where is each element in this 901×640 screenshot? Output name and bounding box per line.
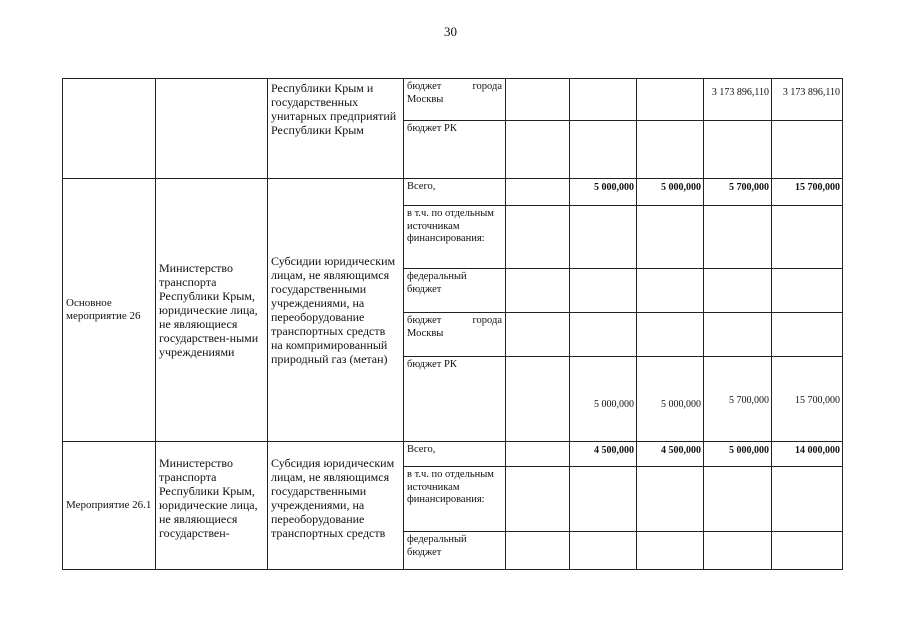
value-cell <box>704 467 772 532</box>
source-line: бюджет города <box>407 315 502 326</box>
value-cell <box>772 206 843 269</box>
value-cell <box>506 179 570 206</box>
value-cell <box>506 269 570 313</box>
value-cell <box>570 79 637 121</box>
source-line: Москвы <box>407 327 444 339</box>
value-cell <box>704 532 772 570</box>
value-cell: 5 700,000 <box>704 179 772 206</box>
source-cell: бюджет РК <box>404 121 506 179</box>
title-cell <box>63 79 156 179</box>
title-cell: Основное мероприятие 26 <box>63 179 156 442</box>
source-cell: Всего, <box>404 442 506 467</box>
title-cell: Мероприятие 26.1 <box>63 442 156 570</box>
value-cell: 5 000,000 <box>637 179 704 206</box>
executor-cell: Республики Крым и государственных унитарных предприятий Республики Крым <box>268 79 404 179</box>
value-cell: 3 173 896,110 <box>704 79 772 121</box>
table-row <box>63 442 843 467</box>
budget-table <box>62 78 843 570</box>
table-row <box>63 179 843 206</box>
value-cell: 5 700,000 <box>704 357 772 442</box>
value-cell <box>570 206 637 269</box>
value-cell <box>506 532 570 570</box>
value-cell <box>506 442 570 467</box>
value-cell: 14 000,000 <box>772 442 843 467</box>
value-cell <box>704 269 772 313</box>
value-cell: 15 700,000 <box>772 179 843 206</box>
value-cell <box>772 313 843 357</box>
value-cell: 5 000,000 <box>704 442 772 467</box>
responsible-cell: Министерство транспорта Республики Крым, юридические лица, не являющиеся государствен- <box>156 442 268 570</box>
source-cell: в т.ч. по отдельным источникам финансирования: <box>404 206 506 269</box>
value-cell <box>637 121 704 179</box>
value-cell: 15 700,000 <box>772 357 843 442</box>
value-cell <box>637 313 704 357</box>
value-cell <box>637 206 704 269</box>
value-cell <box>704 313 772 357</box>
source-cell: в т.ч. по отдельным источникам финансирования: <box>404 467 506 532</box>
value-cell <box>637 79 704 121</box>
source-cell <box>404 79 506 121</box>
value-cell <box>570 532 637 570</box>
value-cell <box>637 269 704 313</box>
value-cell <box>637 532 704 570</box>
value-cell <box>506 79 570 121</box>
source-cell: федеральный бюджет <box>404 269 506 313</box>
value-cell <box>772 121 843 179</box>
description-cell: Субсидии юридическим лицам, не являющимся государственными учреждениями, на переоборудование транспортных средств на компримированный природный газ (метан) <box>268 179 404 442</box>
description-cell: Субсидия юридическим лицам, не являющимся государственными учреждениями, на переоборудование транспортных средств <box>268 442 404 570</box>
value-cell <box>570 121 637 179</box>
source-cell: Всего, <box>404 179 506 206</box>
value-cell <box>506 357 570 442</box>
source-cell: бюджет РК <box>404 357 506 442</box>
source-cell: федеральный бюджет <box>404 532 506 570</box>
source-line: Москвы <box>407 93 444 105</box>
value-cell: 5 000,000 <box>637 357 704 442</box>
value-cell <box>704 206 772 269</box>
source-cell <box>404 313 506 357</box>
value-cell: 4 500,000 <box>570 442 637 467</box>
table-row <box>63 79 843 121</box>
value-cell: 4 500,000 <box>637 442 704 467</box>
value-cell: 5 000,000 <box>570 357 637 442</box>
value-cell <box>570 313 637 357</box>
value-cell <box>570 467 637 532</box>
responsible-cell: Министерство транспорта Республики Крым, юридические лица, не являющиеся государствен-ными учреждениями <box>156 179 268 442</box>
value-cell <box>772 532 843 570</box>
value-cell: 5 000,000 <box>570 179 637 206</box>
source-line: бюджет города <box>407 81 502 92</box>
page-number: 30 <box>444 24 457 39</box>
value-cell <box>637 467 704 532</box>
value-cell <box>506 467 570 532</box>
value-cell <box>506 206 570 269</box>
value-cell <box>704 121 772 179</box>
responsible-cell <box>156 79 268 179</box>
value-cell: 3 173 896,110 <box>772 79 843 121</box>
value-cell <box>570 269 637 313</box>
value-cell <box>506 313 570 357</box>
value-cell <box>772 467 843 532</box>
value-cell <box>772 269 843 313</box>
value-cell <box>506 121 570 179</box>
